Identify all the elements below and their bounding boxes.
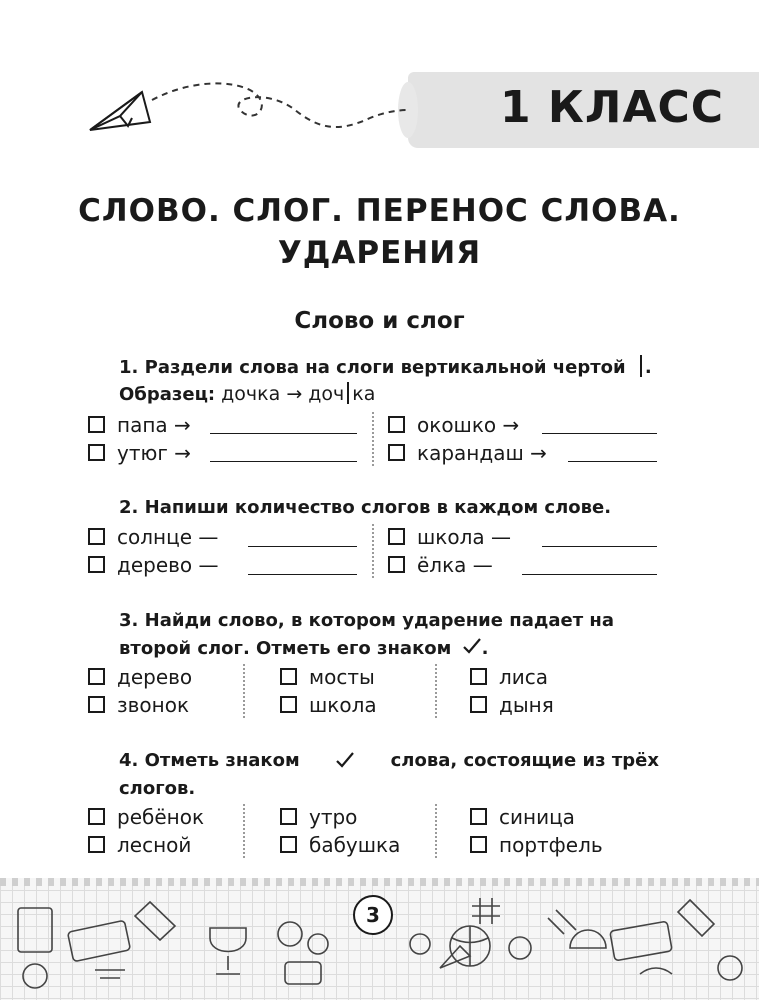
- task2-item-right-2[interactable]: [388, 552, 493, 578]
- word: карандаш →: [417, 441, 547, 465]
- checkmark-icon: [462, 637, 482, 655]
- column-divider: [243, 664, 245, 718]
- word: школа: [309, 693, 377, 717]
- task3-item-5[interactable]: [470, 664, 548, 690]
- task3-text-line2: второй слог. Отметь его знаком .: [119, 638, 489, 659]
- checkbox[interactable]: [280, 696, 297, 713]
- word: утюг →: [117, 441, 191, 465]
- task4-item-3[interactable]: [280, 804, 357, 830]
- task2-item-left-1[interactable]: [88, 524, 218, 550]
- task4-item-5[interactable]: [470, 804, 575, 830]
- task3-item-4[interactable]: [280, 692, 377, 718]
- word: портфель: [499, 833, 603, 857]
- task3-item-1[interactable]: [88, 664, 192, 690]
- task4-item-6[interactable]: [470, 832, 603, 858]
- checkbox[interactable]: [470, 668, 487, 685]
- checkbox[interactable]: [470, 696, 487, 713]
- sample-arrow: →: [286, 383, 303, 405]
- task1-text: 1. Раздели слова на слоги вертикальной чертой .: [119, 357, 652, 378]
- word: бабушка: [309, 833, 401, 857]
- task2-item-right-1[interactable]: [388, 524, 511, 550]
- answer-line[interactable]: [248, 546, 357, 547]
- checkbox[interactable]: [88, 808, 105, 825]
- answer-line[interactable]: [210, 461, 357, 462]
- sample-part2: ка: [352, 383, 376, 405]
- task2-text: 2. Напиши количество слогов в каждом слове.: [119, 497, 612, 518]
- word: мосты: [309, 665, 375, 689]
- word: ёлка —: [417, 553, 493, 577]
- task2-item-left-2[interactable]: [88, 552, 219, 578]
- paper-plane-icon: [80, 60, 410, 150]
- column-divider: [372, 412, 374, 466]
- checkbox[interactable]: [88, 444, 105, 461]
- answer-line[interactable]: [522, 574, 657, 575]
- word: дыня: [499, 693, 554, 717]
- task1-item-right-2[interactable]: [388, 440, 547, 466]
- checkbox[interactable]: [388, 528, 405, 545]
- checkbox[interactable]: [88, 528, 105, 545]
- answer-line[interactable]: [568, 461, 657, 462]
- task3-item-2[interactable]: [88, 692, 189, 718]
- checkbox[interactable]: [280, 836, 297, 853]
- checkbox[interactable]: [88, 416, 105, 433]
- checkbox[interactable]: [388, 444, 405, 461]
- word: лиса: [499, 665, 549, 689]
- task1-item-left-2[interactable]: [88, 440, 191, 466]
- column-divider: [435, 804, 437, 858]
- word: солнце —: [117, 525, 219, 549]
- checkbox[interactable]: [88, 696, 105, 713]
- word: окошко →: [417, 413, 520, 437]
- task3-item-3[interactable]: [280, 664, 375, 690]
- checkbox[interactable]: [470, 808, 487, 825]
- word: синица: [499, 805, 575, 829]
- task1-item-left-1[interactable]: [88, 412, 191, 438]
- checkbox[interactable]: [280, 668, 297, 685]
- checkbox[interactable]: [88, 668, 105, 685]
- task4-item-1[interactable]: [88, 804, 204, 830]
- checkbox[interactable]: [388, 556, 405, 573]
- page-title-line1: СЛОВО. СЛОГ. ПЕРЕНОС СЛОВА.: [78, 193, 681, 229]
- checkbox[interactable]: [88, 556, 105, 573]
- grade-label: 1 КЛАСС: [500, 82, 725, 133]
- word: утро: [309, 805, 358, 829]
- answer-line[interactable]: [542, 433, 657, 434]
- column-divider: [435, 664, 437, 718]
- checkbox[interactable]: [88, 836, 105, 853]
- answer-line[interactable]: [210, 433, 357, 434]
- sample-divider: [347, 382, 349, 404]
- task3-item-6[interactable]: [470, 692, 554, 718]
- word: папа →: [117, 413, 191, 437]
- checkbox[interactable]: [388, 416, 405, 433]
- sample-part1: доч: [308, 383, 345, 405]
- task1-instruction: 1. Раздели слова на слоги вертикальной чертой: [119, 357, 626, 378]
- checkbox[interactable]: [470, 836, 487, 853]
- vertical-bar-icon: [640, 355, 642, 377]
- checkbox[interactable]: [280, 808, 297, 825]
- task1-item-right-1[interactable]: [388, 412, 519, 438]
- page-number: 3: [353, 895, 393, 935]
- word: школа —: [417, 525, 512, 549]
- task3-instruction: второй слог. Отметь его знаком: [119, 638, 452, 659]
- task3-text-line1: 3. Найди слово, в котором ударение падает на: [119, 610, 615, 631]
- word: звонок: [117, 693, 190, 717]
- column-divider: [372, 524, 374, 578]
- word: лесной: [117, 833, 192, 857]
- task4-text-line1: [119, 747, 659, 775]
- task4-instruction-part2: слова, состоящие из трёх: [390, 750, 659, 771]
- task4-item-2[interactable]: [88, 832, 191, 858]
- page-title-line2: УДАРЕНИЯ: [277, 235, 482, 271]
- task4-text-line2: слогов.: [119, 778, 196, 799]
- sample-label: Образец:: [119, 384, 216, 405]
- task4-instruction-part1: 4. Отметь знаком: [119, 750, 300, 771]
- answer-line[interactable]: [542, 546, 657, 547]
- answer-line[interactable]: [248, 574, 357, 575]
- task1-sample: [119, 382, 375, 405]
- sample-word: дочка: [221, 383, 281, 405]
- section-title: Слово и слог: [294, 308, 465, 334]
- word: ребёнок: [117, 805, 205, 829]
- word: дерево —: [117, 553, 219, 577]
- task4-item-4[interactable]: [280, 832, 400, 858]
- word: дерево: [117, 665, 193, 689]
- column-divider: [243, 804, 245, 858]
- checkmark-icon: [335, 751, 355, 769]
